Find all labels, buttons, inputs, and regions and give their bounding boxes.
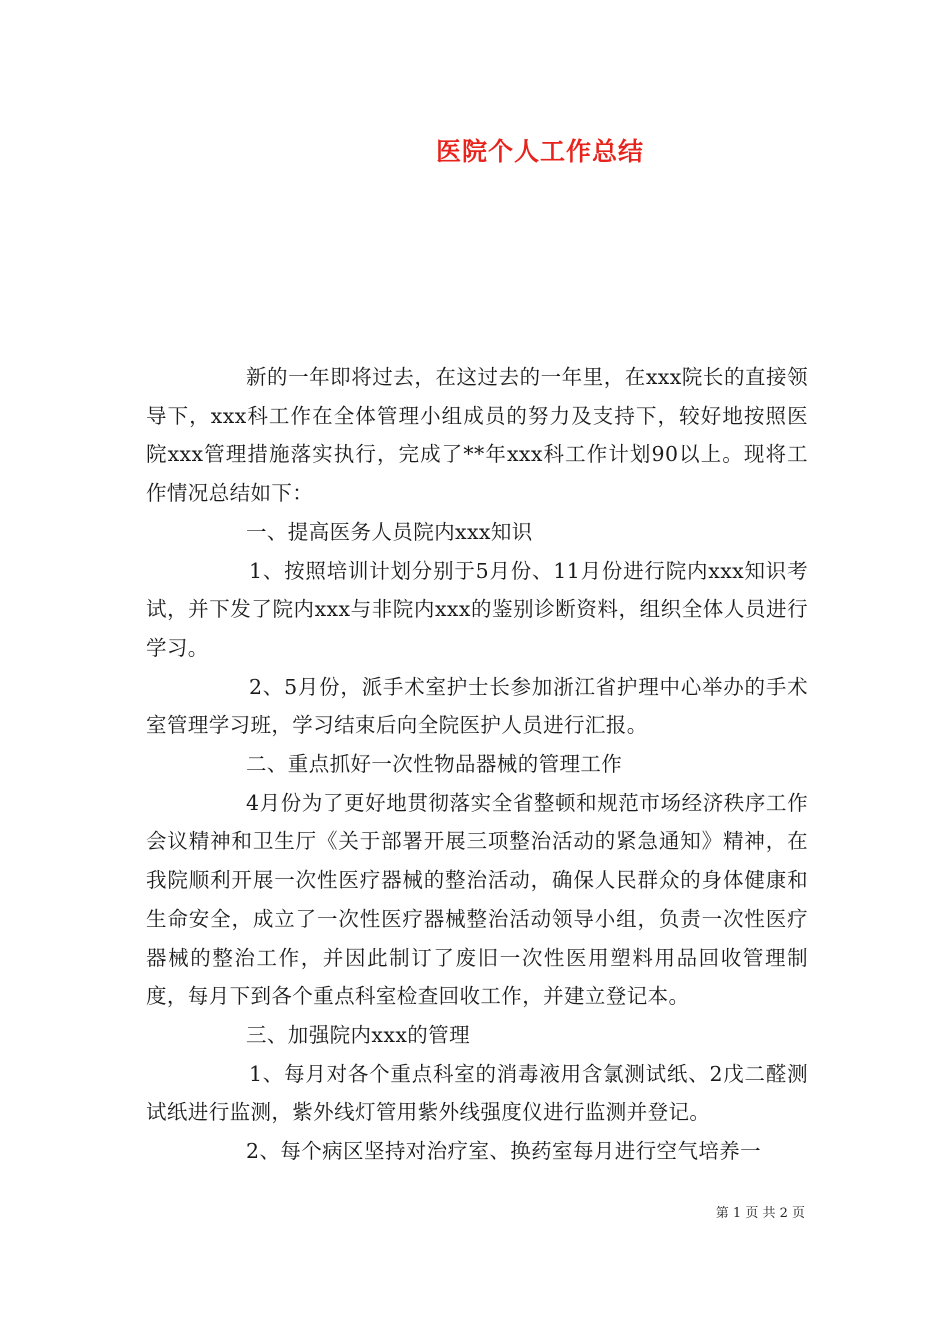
paragraph-intro: 新的一年即将过去，在这过去的一年里，在xxx院长的直接领导下，xxx科工作在全体管理小组成员的努力及支持下，较好地按照医院xxx管理措施落实执行，完成了**年xxx科工作计划90以上。现将工作情况总结如下：: [146, 365, 808, 506]
paragraph-section-2: 4月份为了更好地贯彻落实全省整顿和规范市场经济秩序工作会议精神和卫生厅《关于部署开展三项整治活动的紧急通知》精神，在我院顺利开展一次性医疗器械的整治活动，确保人民群众的身体健康和生命安全，成立了一次性医疗器械整治活动领导小组，负责一次性医疗器械的整治工作，并因此制订了废旧一次性医用塑料用品回收管理制度，每月下到各个重点科室检查回收工作，并建立登记本。: [146, 790, 808, 1009]
section-heading-1: 一、提高医务人员院内xxx知识: [246, 519, 533, 544]
document-body: [146, 358, 808, 1171]
paragraph-item-3-1: 1、每月对各个重点科室的消毒液用含氯测试纸、2戊二醛测试纸进行监测，紫外线灯管用紫外线强度仪进行监测并登记。: [146, 1061, 808, 1125]
document-title: 医院个人工作总结: [435, 137, 644, 166]
section-heading-2: 二、重点抓好一次性物品器械的管理工作: [246, 752, 623, 777]
paragraph-item-3-2: 2、每个病区坚持对治疗室、换药室每月进行空气培养一: [246, 1139, 762, 1164]
paragraph-item-1-2: 2、5月份，派手术室护士长参加浙江省护理中心举办的手术室管理学习班，学习结束后向全院医护人员进行汇报。: [146, 674, 808, 738]
page-number: 第 1 页 共 2 页: [715, 1206, 805, 1221]
paragraph-item-1-1: 1、按照培训计划分别于5月份、11月份进行院内xxx知识考试，并下发了院内xxx与非院内xxx的鉴别诊断资料，组织全体人员进行学习。: [146, 558, 808, 660]
section-heading-3: 三、加强院内xxx的管理: [246, 1022, 470, 1047]
